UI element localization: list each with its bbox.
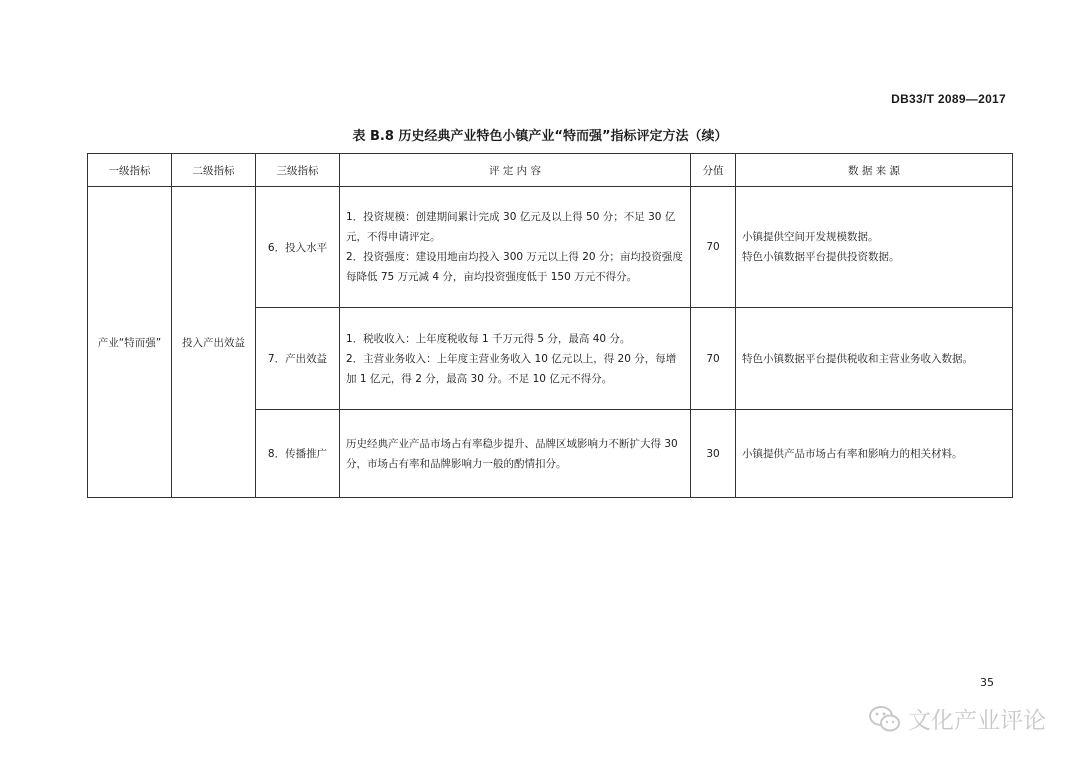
source-line: 小镇提供产品市场占有率和影响力的相关材料。 (742, 447, 963, 460)
table-header-row (88, 154, 1013, 187)
indicator-table (87, 153, 1013, 498)
source-cell (736, 410, 1013, 498)
source-cell (736, 187, 1013, 308)
source-line: 特色小镇数据平台提供投资数据。 (742, 251, 900, 263)
content-line: 1．投资规模：创建期间累计完成 30 亿元及以上得 50 分；不足 30 亿元，不得申请评定。 (346, 211, 676, 243)
content-line: 2．投资强度：建设用地亩均投入 300 万元以上得 20 分；亩均投资强度每降低 75 万元减 4 分，亩均投资强度低于 150 万元不得分。 (346, 251, 683, 283)
column-header-level2: 二级指标 (172, 154, 256, 187)
content-line: 1．税收收入：上年度税收每 1 千万元得 5 分，最高 40 分。 (346, 332, 631, 345)
column-header-level3: 三级指标 (256, 154, 340, 187)
content-cell (340, 187, 691, 308)
score-cell: 70 (691, 308, 736, 410)
content-cell (340, 410, 691, 498)
column-header-level1: 一级指标 (88, 154, 172, 187)
level2-cell: 投入产出效益 (172, 187, 256, 498)
source-cell (736, 308, 1013, 410)
standard-code: DB33/T 2089—2017 (891, 92, 1006, 106)
watermark (868, 702, 1046, 735)
wechat-icon (868, 704, 902, 734)
column-header-source: 数 据 来 源 (736, 154, 1013, 187)
score-cell: 70 (691, 187, 736, 308)
score-cell: 30 (691, 410, 736, 498)
source-line: 特色小镇数据平台提供税收和主营业务收入数据。 (742, 352, 973, 365)
content-cell (340, 308, 691, 410)
watermark-text: 文化产业评论 (908, 708, 1046, 734)
level3-cell: 7．产出效益 (256, 308, 340, 410)
column-header-content: 评 定 内 容 (340, 154, 691, 187)
level3-cell: 8．传播推广 (256, 410, 340, 498)
level1-cell: 产业“特而强” (88, 187, 172, 498)
table-title: 表 B.8 历史经典产业特色小镇产业“特而强”指标评定方法（续） (352, 129, 728, 144)
table-row (88, 187, 1013, 308)
level3-cell: 6．投入水平 (256, 187, 340, 308)
content-line: 历史经典产业产品市场占有率稳步提升、品牌区域影响力不断扩大得 30 分，市场占有率和品牌影响力一般的酌情扣分。 (346, 437, 678, 470)
source-line: 小镇提供空间开发规模数据。 (742, 231, 879, 243)
page-number: 35 (980, 676, 994, 689)
column-header-score: 分值 (691, 154, 736, 187)
content-line: 2．主营业务收入：上年度主营业务收入 10 亿元以上，得 20 分，每增加 1 亿元，得 2 分，最高 30 分。不足 10 亿元不得分。 (346, 352, 677, 385)
